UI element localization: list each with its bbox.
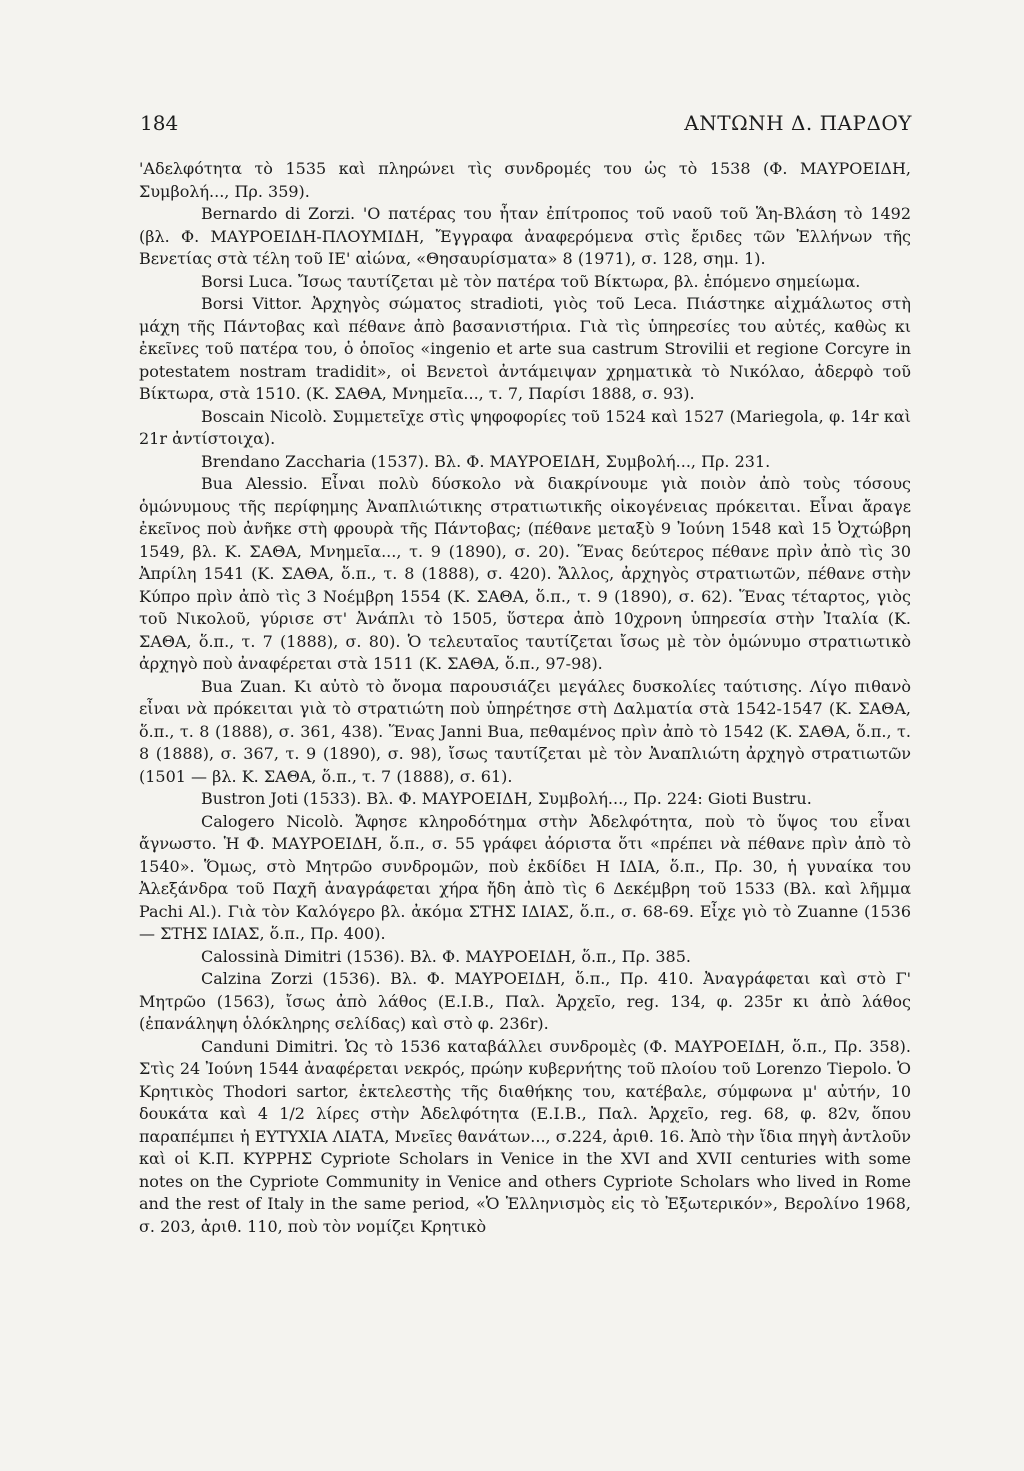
- entry-bustron-joti: Bustron Joti (1533). Βλ. Φ. ΜΑΥΡΟΕΙΔΗ, Συμβολή..., Πρ. 224: Gioti Bustru.: [201, 789, 812, 808]
- entry-canduni-dimitri: Canduni Dimitri. Ὡς τὸ 1536 καταβάλλει συνδρομὲς (Φ. ΜΑΥΡΟΕΙΔΗ, ὅ.π., Πρ. 358). Στὶς 24 Ἰούνη 1544 ἀναφέρεται νεκρός, πρώην κυβερνήτης τοῦ πλοίου τοῦ Lorenzo Tiepolo. Ὁ Κρητικὸς Thodori sartor, ἐκτελεστὴς τῆς διαθήκης του, κατέβαλε, σύμφωνα μ' αὐτήν, 10 δουκάτα καὶ 4 1/2 λίρες στὴν Ἀδελφότητα (E.I.B., Παλ. Ἀρχεῖο, reg. 68, φ. 82v, ὅπου παραπέμπει ἡ ΕΥΤΥΧΙΑ ΛΙΑΤΑ, Μνεῖες θανάτων..., σ.224, ἀριθ. 16. Ἀπὸ τὴν ἴδια πηγὴ ἀντλοῦν καὶ οἱ Κ.Π. ΚΥΡΡΗΣ Cypriote Scholars in Venice in the XVI and XVII centuries with some notes on the Cypriote Community in Venice and others Cypriote Scholars who lived in Rome and the rest of Italy in the same period, «Ὁ Ἑλληνισμὸς εἰς τὸ Ἐξωτερικόν», Βερολίνο 1968, σ. 203, ἀριθ. 110, ποὺ τὸν νομίζει Κρητικὸ: [139, 1036, 911, 1236]
- paragraph-continuation: 'Αδελφότητα τὸ 1535 καὶ πληρώνει τὶς συνδρομές του ὡς τὸ 1538 (Φ. ΜΑΥΡΟΕΙΔΗ, Συμβολή..., Πρ. 359).: [139, 159, 911, 201]
- entry-calogero-nicolo: Calogero Nicolò. Ἄφησε κληροδότημα στὴν Ἀδελφότητα, ποὺ τὸ ὕψος του εἶναι ἄγνωστο. Ἡ Φ. ΜΑΥΡΟΕΙΔΗ, ὅ.π., σ. 55 γράφει ἀόριστα ὅτι «πρέπει νὰ πέθανε πρὶν ἀπὸ τὸ 1540». Ὅμως, στὸ Μητρῶο συνδρομῶν, ποὺ ἐκδίδει Η ΙΔΙΑ, ὅ.π., Πρ. 30, ἡ γυναίκα του Ἀλεξάνδρα τοῦ Παχῆ ἀναγράφεται χήρα ἤδη ἀπὸ τὶς 6 Δεκέμβρη τοῦ 1533 (Βλ. καὶ λῆμμα Pachi Al.). Γιὰ τὸν Καλόγερο βλ. ἀκόμα ΣΤΗΣ ΙΔΙΑΣ, ὅ.π., σ. 68-69. Εἶχε γιὸ τὸ Zuanne (1536 — ΣΤΗΣ ΙΔΙΑΣ, ὅ.π., Πρ. 400).: [139, 811, 911, 943]
- entry-borsi-luca: Borsi Luca. Ἴσως ταυτίζεται μὲ τὸν πατέρα τοῦ Βίκτωρα, βλ. ἑπόμενο σημείωμα.: [201, 271, 861, 291]
- entry-bernardo-di-zorzi: Bernardo di Zorzi. 'Ο πατέρας του ἦταν ἐπίτροπος τοῦ ναοῦ τοῦ Ἅη-Βλάση τὸ 1492 (βλ. Φ. ΜΑΥΡΟΕΙΔΗ-ΠΛΟΥΜΙΔΗ, Ἔγγραφα ἀναφερόμενα στὶς ἔριδες τῶν Ἑλλήνων τῆς Βενετίας στὰ τέλη τοῦ ΙΕ' αἰώνα, «Θησαυρίσματα» 8 (1971), σ. 128, σημ. 1).: [139, 204, 911, 268]
- page-number: 184: [140, 111, 179, 135]
- entry-boscain-nicolo: Boscain Nicolò. Συμμετεῖχε στὶς ψηφοφορίες τοῦ 1524 καὶ 1527 (Mariegola, φ. 14r καὶ 21r ἀντίστοιχα).: [139, 406, 911, 448]
- running-head: ΑΝΤΩΝΗ Δ. ΠΑΡΔΟΥ: [684, 111, 912, 135]
- body-text: [139, 158, 911, 1238]
- entry-bua-zuan: Bua Zuan. Κι αὐτὸ τὸ ὄνομα παρουσιάζει μεγάλες δυσκολίες ταύτισης. Λίγο πιθανὸ εἶναι νὰ πρόκειται γιὰ τὸ στρατιώτη ποὺ ὑπηρέτησε στὴ Δαλματία στὰ 1542-1547 (Κ. ΣΑΘΑ, ὅ.π., τ. 8 (1888), σ. 361, 438). Ἕνας Janni Bua, πεθαμένος πρὶν ἀπὸ τὸ 1542 (Κ. ΣΑΘΑ, ὅ.π., τ. 8 (1888), σ. 367, τ. 9 (1890), σ. 98), ἴσως ταυτίζεται μὲ τὸν Ἀναπλιώτη ἀρχηγὸ στρατιωτῶν (1501 — βλ. Κ. ΣΑΘΑ, ὅ.π., τ. 7 (1888), σ. 61).: [139, 676, 911, 786]
- entry-borsi-vittor: Borsi Vittor. Ἀρχηγὸς σώματος stradioti, γιὸς τοῦ Leca. Πιάστηκε αἰχμάλωτος στὴ μάχη τῆς Πάντοβας καὶ πέθανε ἀπὸ βασανιστήρια. Γιὰ τὶς ὑπηρεσίες του αὐτές, καθὼς κι ἐκεῖνες τοῦ πατέρα του, ὁ ὁποῖος «ingenio et arte sua castrum Strovilii et regione Corcyre in potestatem nostram tradidit», οἱ Βενετοὶ ἀντάμειψαν χρηματικὰ τὸ Νικόλαο, ἀδερφὸ τοῦ Βίκτωρα, στὰ 1510. (Κ. ΣΑΘΑ, Μνημεῖα..., τ. 7, Παρίσι 1888, σ. 93).: [139, 294, 911, 403]
- page-header: [140, 111, 912, 139]
- entry-brendano-zaccharia: Brendano Zaccharia (1537). Βλ. Φ. ΜΑΥΡΟΕΙΔΗ, Συμβολή..., Πρ. 231.: [201, 451, 771, 471]
- entry-bua-alessio: Bua Alessio. Εἶναι πολὺ δύσκολο νὰ διακρίνουμε γιὰ ποιὸν ἀπὸ τοὺς τόσους ὁμώνυμους τῆς περίφημης Ἀναπλιώτικης στρατιωτικῆς οἰκογένειας πρόκειται. Εἶναι ἄραγε ἐκεῖνος ποὺ ἀνῆκε στὴ φρουρὰ τῆς Πάντοβας; (πέθανε μεταξὺ 9 Ἰούνη 1548 καὶ 15 Ὀχτώβρη 1549, βλ. Κ. ΣΑΘΑ, Μνημεῖα..., τ. 9 (1890), σ. 20). Ἕνας δεύτερος πέθανε πρὶν ἀπὸ τὶς 30 Ἀπρίλη 1541 (Κ. ΣΑΘΑ, ὅ.π., τ. 8 (1888), σ. 420). Ἄλλος, ἀρχηγὸς στρατιωτῶν, πέθανε στὴν Κύπρο πρὶν ἀπὸ τὶς 3 Νοέμβρη 1554 (Κ. ΣΑΘΑ, ὅ.π., τ. 9 (1890), σ. 62). Ἕνας τέταρτος, γιὸς τοῦ Νικολοῦ, γύρισε στ' Ἀνάπλι τὸ 1505, ὕστερα ἀπὸ 10χρονη ὑπηρεσία στὴν Ἰταλία (Κ. ΣΑΘΑ, ὅ.π., τ. 7 (1888), σ. 80). Ὁ τελευταῖος ταυτίζεται ἴσως μὲ τὸν ὁμώνυμο στρατιωτικὸ ἀρχηγὸ ποὺ ἀναφέρεται στὰ 1511 (Κ. ΣΑΘΑ, ὅ.π., 97-98).: [139, 474, 911, 673]
- entry-calossina-dimitri: Calossinà Dimitri (1536). Βλ. Φ. ΜΑΥΡΟΕΙΔΗ, ὅ.π., Πρ. 385.: [201, 946, 691, 966]
- entry-calzina-zorzi: Calzina Zorzi (1536). Βλ. Φ. ΜΑΥΡΟΕΙΔΗ, ὅ.π., Πρ. 410. Ἀναγράφεται καὶ στὸ Γ' Μητρῶο (1563), ἴσως ἀπὸ λάθος (E.I.B., Παλ. Ἀρχεῖο, reg. 134, φ. 235r κι ἀπὸ λάθος (ἐπανάληψη ὁλόκληρης σελίδας) καὶ στὸ φ. 236r).: [139, 969, 911, 1033]
